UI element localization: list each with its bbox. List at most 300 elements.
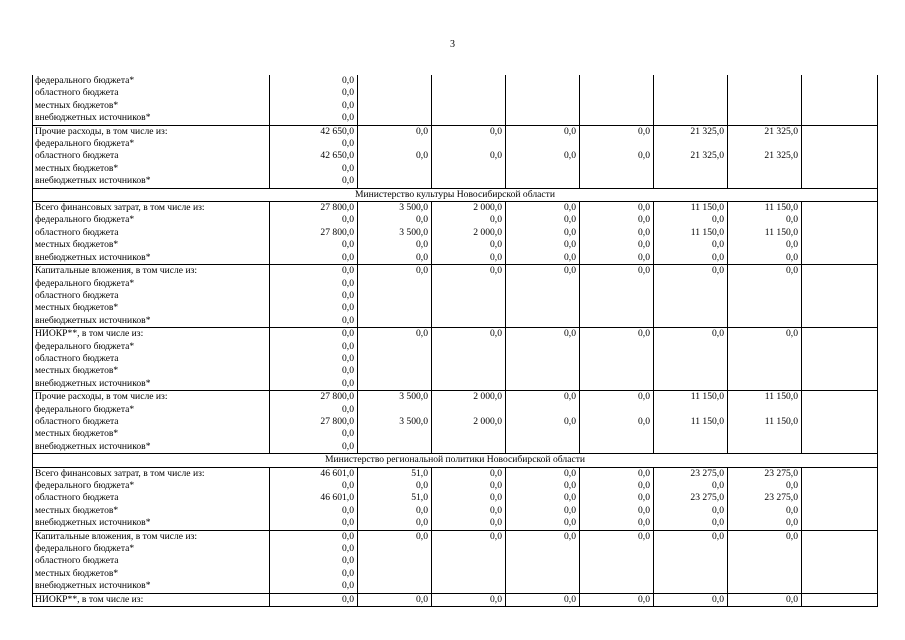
row-label: областного бюджета (33, 87, 270, 99)
empty-cell (802, 214, 878, 226)
value-cell: 0,0 (580, 517, 654, 530)
value-cell (728, 163, 802, 175)
value-cell: 46 601,0 (270, 467, 358, 480)
value-cell: 46 601,0 (270, 492, 358, 504)
empty-cell (802, 480, 878, 492)
empty-cell (802, 428, 878, 440)
value-cell (654, 278, 728, 290)
row-label: Капитальные вложения, в том числе из: (33, 530, 270, 543)
value-cell (358, 555, 432, 567)
value-cell (358, 290, 432, 302)
value-cell: 0,0 (432, 265, 506, 278)
value-cell: 0,0 (358, 125, 432, 138)
value-cell: 11 150,0 (728, 227, 802, 239)
value-cell (728, 568, 802, 580)
value-cell: 0,0 (728, 530, 802, 543)
table-row (33, 416, 878, 428)
value-cell (654, 315, 728, 328)
value-cell: 0,0 (270, 87, 358, 99)
empty-cell (802, 353, 878, 365)
value-cell (506, 315, 580, 328)
value-cell: 0,0 (506, 467, 580, 480)
row-label: Всего финансовых затрат, в том числе из: (33, 467, 270, 480)
value-cell: 23 275,0 (654, 492, 728, 504)
table-row (33, 492, 878, 504)
value-cell: 11 150,0 (654, 227, 728, 239)
value-cell (654, 441, 728, 454)
row-label: внебюджетных источников* (33, 315, 270, 328)
value-cell (506, 163, 580, 175)
value-cell: 11 150,0 (728, 416, 802, 428)
value-cell (432, 580, 506, 593)
value-cell: 0,0 (270, 138, 358, 150)
value-cell: 0,0 (432, 239, 506, 251)
value-cell (728, 378, 802, 391)
table-row (33, 428, 878, 440)
value-cell: 0,0 (432, 125, 506, 138)
value-cell (432, 278, 506, 290)
empty-cell (802, 441, 878, 454)
value-cell: 3 500,0 (358, 202, 432, 215)
table-row (33, 100, 878, 112)
value-cell (432, 428, 506, 440)
value-cell (654, 175, 728, 188)
value-cell (580, 175, 654, 188)
value-cell (432, 290, 506, 302)
value-cell (358, 75, 432, 87)
value-cell: 0,0 (654, 517, 728, 530)
value-cell (728, 112, 802, 125)
value-cell (728, 580, 802, 593)
value-cell: 0,0 (506, 239, 580, 251)
value-cell: 51,0 (358, 467, 432, 480)
value-cell (728, 341, 802, 353)
table-row (33, 290, 878, 302)
value-cell: 0,0 (270, 75, 358, 87)
value-cell (506, 404, 580, 416)
value-cell: 21 325,0 (654, 125, 728, 138)
value-cell (432, 568, 506, 580)
value-cell (728, 100, 802, 112)
value-cell: 11 150,0 (654, 202, 728, 215)
row-label: местных бюджетов* (33, 428, 270, 440)
value-cell (358, 302, 432, 314)
row-label: местных бюджетов* (33, 505, 270, 517)
value-cell: 0,0 (580, 227, 654, 239)
value-cell (654, 568, 728, 580)
row-label: федерального бюджета* (33, 543, 270, 555)
section-title: Министерство культуры Новосибирской области (33, 188, 878, 201)
value-cell: 0,0 (270, 428, 358, 440)
value-cell: 0,0 (580, 202, 654, 215)
value-cell (358, 315, 432, 328)
value-cell (580, 100, 654, 112)
table-row (33, 328, 878, 341)
empty-cell (802, 467, 878, 480)
value-cell: 0,0 (432, 593, 506, 606)
value-cell: 0,0 (270, 543, 358, 555)
empty-cell (802, 593, 878, 606)
value-cell (580, 87, 654, 99)
value-cell (506, 555, 580, 567)
value-cell (654, 353, 728, 365)
value-cell (432, 353, 506, 365)
value-cell: 27 800,0 (270, 391, 358, 404)
table-row (33, 530, 878, 543)
row-label: областного бюджета (33, 492, 270, 504)
value-cell: 0,0 (270, 517, 358, 530)
value-cell: 2 000,0 (432, 202, 506, 215)
value-cell (728, 555, 802, 567)
row-label: областного бюджета (33, 416, 270, 428)
row-label: областного бюджета (33, 555, 270, 567)
empty-cell (802, 163, 878, 175)
value-cell: 0,0 (270, 404, 358, 416)
value-cell (358, 441, 432, 454)
value-cell: 0,0 (506, 227, 580, 239)
value-cell (358, 378, 432, 391)
value-cell (506, 100, 580, 112)
empty-cell (802, 328, 878, 341)
value-cell (506, 75, 580, 87)
value-cell (580, 353, 654, 365)
value-cell: 0,0 (506, 265, 580, 278)
empty-cell (802, 391, 878, 404)
value-cell: 0,0 (270, 100, 358, 112)
section-title: Министерство региональной политики Новосибирской области (33, 454, 878, 467)
value-cell: 0,0 (580, 328, 654, 341)
empty-cell (802, 150, 878, 162)
value-cell (580, 315, 654, 328)
value-cell (358, 87, 432, 99)
row-label: местных бюджетов* (33, 100, 270, 112)
page-number: 3 (450, 39, 455, 50)
value-cell (654, 543, 728, 555)
table-row (33, 239, 878, 251)
value-cell: 0,0 (270, 568, 358, 580)
value-cell: 0,0 (728, 328, 802, 341)
empty-cell (802, 568, 878, 580)
value-cell (654, 378, 728, 391)
value-cell (654, 112, 728, 125)
value-cell: 0,0 (654, 505, 728, 517)
value-cell: 0,0 (270, 341, 358, 353)
row-label: местных бюджетов* (33, 568, 270, 580)
value-cell: 3 500,0 (358, 416, 432, 428)
value-cell (728, 365, 802, 377)
value-cell: 11 150,0 (728, 202, 802, 215)
value-cell: 0,0 (432, 517, 506, 530)
value-cell (580, 302, 654, 314)
value-cell: 0,0 (358, 517, 432, 530)
value-cell (580, 341, 654, 353)
table-row (33, 378, 878, 391)
row-label: Капитальные вложения, в том числе из: (33, 265, 270, 278)
table-row (33, 315, 878, 328)
value-cell: 0,0 (506, 492, 580, 504)
value-cell (728, 278, 802, 290)
value-cell: 0,0 (358, 480, 432, 492)
empty-cell (802, 302, 878, 314)
value-cell (506, 278, 580, 290)
value-cell: 0,0 (654, 265, 728, 278)
value-cell: 21 325,0 (728, 125, 802, 138)
empty-cell (802, 543, 878, 555)
value-cell: 0,0 (580, 150, 654, 162)
value-cell (432, 302, 506, 314)
table-row (33, 150, 878, 162)
value-cell: 0,0 (270, 328, 358, 341)
value-cell: 27 800,0 (270, 416, 358, 428)
value-cell: 3 500,0 (358, 227, 432, 239)
value-cell (432, 175, 506, 188)
value-cell: 0,0 (654, 328, 728, 341)
table-row (33, 138, 878, 150)
table-row (33, 214, 878, 226)
value-cell: 0,0 (580, 505, 654, 517)
empty-cell (802, 416, 878, 428)
value-cell: 0,0 (506, 252, 580, 265)
row-label: Всего финансовых затрат, в том числе из: (33, 202, 270, 215)
row-label: местных бюджетов* (33, 365, 270, 377)
value-cell (358, 163, 432, 175)
empty-cell (802, 138, 878, 150)
value-cell: 0,0 (358, 328, 432, 341)
row-label: федерального бюджета* (33, 75, 270, 87)
value-cell (580, 112, 654, 125)
value-cell: 0,0 (728, 265, 802, 278)
table-body (33, 75, 878, 607)
empty-cell (802, 239, 878, 251)
value-cell (654, 341, 728, 353)
value-cell (358, 100, 432, 112)
value-cell (358, 404, 432, 416)
empty-cell (802, 378, 878, 391)
row-label: местных бюджетов* (33, 239, 270, 251)
value-cell (654, 100, 728, 112)
value-cell (432, 163, 506, 175)
value-cell: 2 000,0 (432, 227, 506, 239)
value-cell (580, 555, 654, 567)
value-cell: 0,0 (432, 214, 506, 226)
value-cell (728, 87, 802, 99)
value-cell (506, 580, 580, 593)
empty-cell (802, 75, 878, 87)
value-cell: 0,0 (580, 265, 654, 278)
value-cell (432, 543, 506, 555)
value-cell (654, 428, 728, 440)
value-cell: 0,0 (728, 593, 802, 606)
table-row (33, 517, 878, 530)
value-cell (506, 341, 580, 353)
value-cell (654, 404, 728, 416)
value-cell: 27 800,0 (270, 202, 358, 215)
value-cell: 0,0 (270, 593, 358, 606)
value-cell: 0,0 (270, 480, 358, 492)
value-cell: 0,0 (580, 391, 654, 404)
table-row (33, 278, 878, 290)
value-cell: 0,0 (270, 302, 358, 314)
value-cell: 0,0 (432, 150, 506, 162)
value-cell (728, 404, 802, 416)
empty-cell (802, 580, 878, 593)
value-cell (580, 568, 654, 580)
value-cell (358, 365, 432, 377)
table-row (33, 593, 878, 606)
empty-cell (802, 252, 878, 265)
row-label: федерального бюджета* (33, 138, 270, 150)
value-cell: 0,0 (728, 505, 802, 517)
value-cell: 0,0 (358, 214, 432, 226)
value-cell (654, 555, 728, 567)
value-cell: 42 650,0 (270, 125, 358, 138)
value-cell (432, 404, 506, 416)
row-label: внебюджетных источников* (33, 112, 270, 125)
row-label: внебюджетных источников* (33, 517, 270, 530)
table-row (33, 404, 878, 416)
value-cell: 0,0 (432, 328, 506, 341)
empty-cell (802, 517, 878, 530)
table-row (33, 543, 878, 555)
value-cell: 0,0 (270, 175, 358, 188)
value-cell (432, 341, 506, 353)
value-cell: 2 000,0 (432, 416, 506, 428)
value-cell: 0,0 (580, 467, 654, 480)
value-cell (728, 138, 802, 150)
row-label: областного бюджета (33, 290, 270, 302)
value-cell: 0,0 (506, 416, 580, 428)
row-label: областного бюджета (33, 353, 270, 365)
value-cell (654, 87, 728, 99)
value-cell: 0,0 (432, 505, 506, 517)
value-cell (358, 278, 432, 290)
row-label: внебюджетных источников* (33, 175, 270, 188)
value-cell: 0,0 (270, 378, 358, 391)
value-cell: 0,0 (654, 252, 728, 265)
value-cell (580, 75, 654, 87)
value-cell: 0,0 (728, 252, 802, 265)
row-label: Прочие расходы, в том числе из: (33, 391, 270, 404)
empty-cell (802, 202, 878, 215)
row-label: местных бюджетов* (33, 302, 270, 314)
value-cell: 11 150,0 (654, 416, 728, 428)
row-label: федерального бюджета* (33, 214, 270, 226)
value-cell: 0,0 (270, 441, 358, 454)
value-cell (580, 290, 654, 302)
value-cell: 42 650,0 (270, 150, 358, 162)
value-cell: 0,0 (506, 202, 580, 215)
value-cell: 0,0 (270, 163, 358, 175)
value-cell (654, 75, 728, 87)
value-cell (358, 341, 432, 353)
value-cell (654, 302, 728, 314)
table-row (33, 87, 878, 99)
row-label: федерального бюджета* (33, 480, 270, 492)
value-cell: 23 275,0 (728, 492, 802, 504)
table-row (33, 391, 878, 404)
table-row (33, 555, 878, 567)
row-label: НИОКР**, в том числе из: (33, 593, 270, 606)
row-label: федерального бюджета* (33, 404, 270, 416)
value-cell (432, 138, 506, 150)
value-cell: 0,0 (358, 505, 432, 517)
value-cell: 0,0 (580, 214, 654, 226)
value-cell (358, 580, 432, 593)
value-cell (654, 138, 728, 150)
row-label: внебюджетных источников* (33, 252, 270, 265)
value-cell: 0,0 (728, 214, 802, 226)
value-cell (728, 75, 802, 87)
empty-cell (802, 278, 878, 290)
value-cell: 0,0 (358, 593, 432, 606)
value-cell: 0,0 (580, 593, 654, 606)
table-row (33, 175, 878, 188)
row-label: внебюджетных источников* (33, 580, 270, 593)
empty-cell (802, 555, 878, 567)
table-row (33, 341, 878, 353)
value-cell: 11 150,0 (728, 391, 802, 404)
value-cell: 0,0 (270, 239, 358, 251)
value-cell: 21 325,0 (728, 150, 802, 162)
value-cell: 3 500,0 (358, 391, 432, 404)
empty-cell (802, 125, 878, 138)
value-cell (728, 315, 802, 328)
value-cell (580, 365, 654, 377)
empty-cell (802, 265, 878, 278)
value-cell (358, 138, 432, 150)
value-cell: 21 325,0 (654, 150, 728, 162)
value-cell: 0,0 (506, 328, 580, 341)
row-label: внебюджетных источников* (33, 378, 270, 391)
value-cell: 0,0 (580, 252, 654, 265)
value-cell: 0,0 (654, 239, 728, 251)
section-header-row (33, 454, 878, 467)
table-row (33, 112, 878, 125)
table-row (33, 441, 878, 454)
value-cell: 0,0 (270, 290, 358, 302)
value-cell (506, 428, 580, 440)
empty-cell (802, 404, 878, 416)
value-cell (728, 302, 802, 314)
value-cell (506, 543, 580, 555)
value-cell: 0,0 (432, 252, 506, 265)
value-cell (358, 543, 432, 555)
section-header-row (33, 188, 878, 201)
value-cell: 0,0 (270, 278, 358, 290)
value-cell: 0,0 (728, 239, 802, 251)
empty-cell (802, 492, 878, 504)
empty-cell (802, 315, 878, 328)
value-cell: 0,0 (580, 125, 654, 138)
value-cell: 0,0 (270, 353, 358, 365)
value-cell (432, 100, 506, 112)
value-cell (728, 175, 802, 188)
value-cell: 0,0 (506, 505, 580, 517)
table-row (33, 227, 878, 239)
value-cell: 0,0 (506, 391, 580, 404)
value-cell: 0,0 (358, 239, 432, 251)
value-cell: 0,0 (270, 315, 358, 328)
empty-cell (802, 100, 878, 112)
value-cell (580, 580, 654, 593)
empty-cell (802, 175, 878, 188)
value-cell (654, 163, 728, 175)
value-cell (358, 112, 432, 125)
value-cell: 0,0 (506, 530, 580, 543)
value-cell: 23 275,0 (654, 467, 728, 480)
value-cell: 0,0 (270, 555, 358, 567)
value-cell: 0,0 (270, 365, 358, 377)
